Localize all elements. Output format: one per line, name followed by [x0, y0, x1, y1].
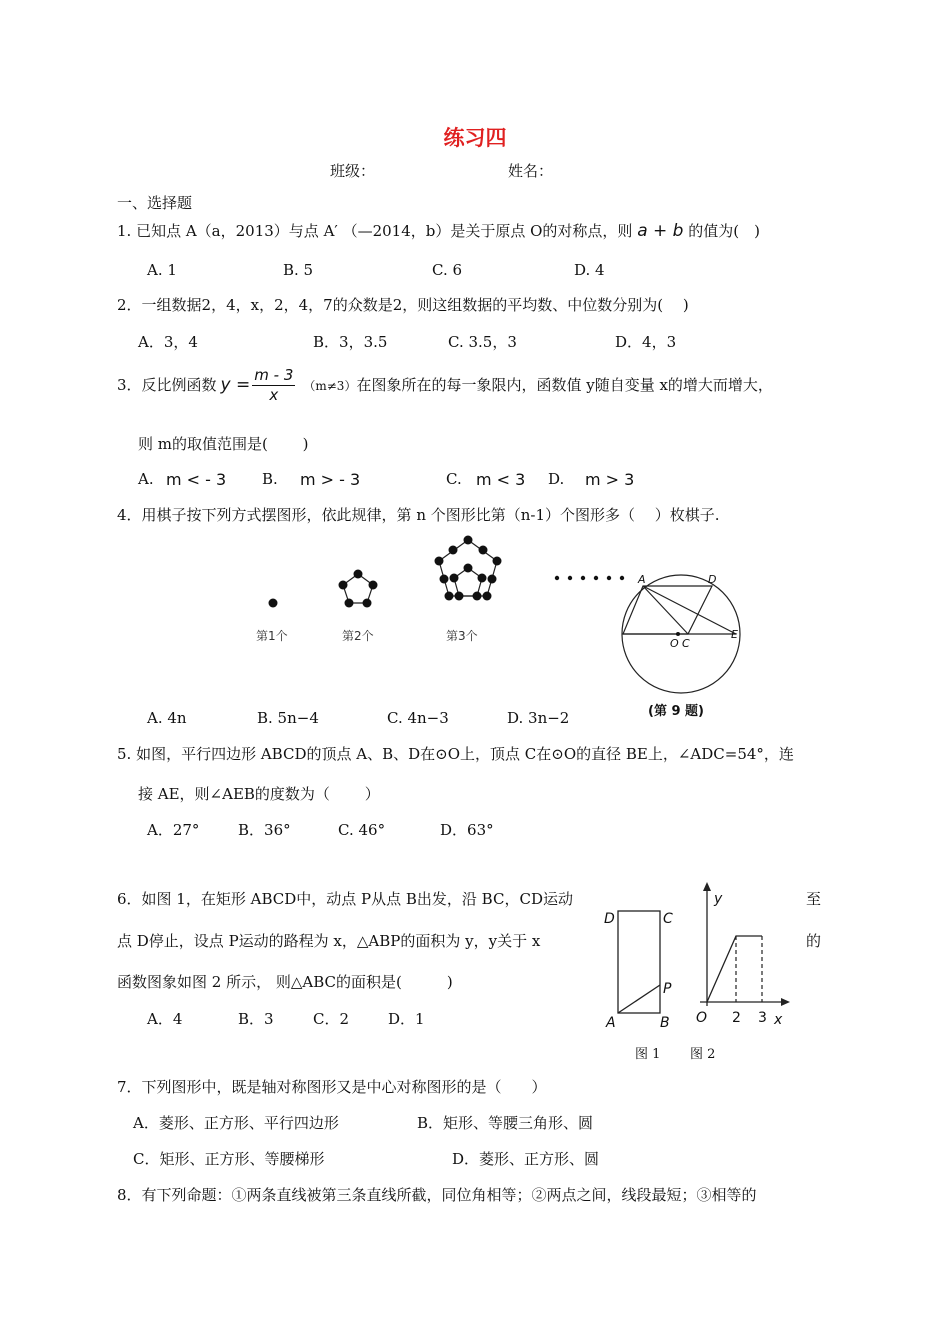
q6-option-b: B．3 [238, 1010, 274, 1028]
question-1 [117, 223, 760, 240]
question-3-text-a: 在图象所在的每一象限内，函数值 y随自变量 x的增大而增大， [356, 376, 773, 394]
figure-1-caption: 图 1 [635, 1047, 661, 1062]
figure-1-rectangle [598, 900, 688, 1030]
label-d: D [604, 911, 615, 927]
q1-option-d: D. 4 [574, 261, 605, 279]
figure-1-label: 第1个 [256, 629, 288, 643]
origin-label: O [696, 1010, 708, 1026]
question-6-line-1-end: 至 [806, 890, 822, 908]
name-label: 姓名： [508, 162, 554, 180]
q7-option-a: A．菱形、正方形、平行四边形 [133, 1114, 339, 1132]
tick-label-3: 3 [758, 1010, 767, 1026]
q7-option-b: B．矩形、等腰三角形、圆 [417, 1114, 594, 1132]
label-c: C [682, 637, 690, 650]
question-6-line-1: 6．如图 1，在矩形 ABCD中，动点 P从点 B出发，沿 BC，CD运动 [117, 890, 573, 908]
question-1-expr: a + b [637, 221, 684, 241]
question-3 [117, 368, 773, 403]
graph-line [707, 936, 762, 1002]
figure-2-caption: 图 2 [690, 1047, 716, 1062]
q2-option-c: C. 3.5，3 [448, 333, 517, 351]
y-axis-arrow [703, 882, 711, 891]
question-3-line-2: 则 m的取值范围是( ) [138, 435, 309, 453]
q6-option-d: D．1 [388, 1010, 425, 1028]
q3-option-a-letter: A. [138, 470, 154, 488]
q2-option-d: D．4，3 [615, 333, 677, 351]
q6-option-c: C．2 [313, 1010, 350, 1028]
question-2: 2．一组数据2，4，x，2，4，7的众数是2，则这组数据的平均数、中位数分别为( ) [117, 296, 689, 314]
question-7: 7．下列图形中，既是轴对称图形又是中心对称图形的是（ ） [117, 1078, 547, 1096]
question-3-fraction [252, 368, 295, 403]
q4-option-c: C. 4n−3 [387, 709, 449, 727]
question-6-line-3: 函数图象如图 2 所示， 则△ABC的面积是( ) [117, 973, 453, 991]
figure-2-graph [688, 878, 798, 1030]
parallelogram-abcd [623, 586, 712, 634]
q6-option-a: A．4 [147, 1010, 183, 1028]
fraction-denominator: x [269, 386, 279, 404]
tick-label-2: 2 [732, 1010, 741, 1026]
center-o-dot [676, 632, 680, 636]
section-heading: 一、选择题 [117, 194, 193, 212]
q3-option-c-expr: m < 3 [476, 470, 526, 489]
q3-option-c-letter: C. [446, 470, 462, 488]
fraction-numerator: m - 3 [254, 366, 294, 384]
question-3-condition: （m≠3） [303, 378, 357, 393]
figure-3-pieces [435, 536, 502, 601]
q2-option-a: A．3，4 [138, 333, 198, 351]
label-d: D [708, 573, 717, 586]
q5-option-d: D．63° [440, 821, 494, 839]
label-e: E [731, 628, 738, 641]
question-6-line-2: 点 D停止，设点 P运动的路程为 x，△ABP的面积为 y，y关于 x [117, 932, 541, 950]
q7-option-c: C．矩形、正方形、等腰梯形 [133, 1150, 325, 1168]
q1-option-c: C. 6 [432, 261, 463, 279]
question-1-text-b: 的值为( ) [688, 222, 760, 240]
segment-ac [643, 586, 688, 634]
figure-9-caption: (第 9 题) [648, 704, 704, 719]
label-b: B [660, 1015, 670, 1030]
segment-ap [618, 985, 660, 1013]
q5-option-a: A．27° [147, 821, 200, 839]
question-3-prefix: 3．反比例函数 [117, 376, 217, 394]
q4-option-b: B. 5n−4 [257, 709, 319, 727]
q3-option-b-letter: B. [262, 470, 278, 488]
question-4: 4．用棋子按下列方式摆图形，依此规律，第 n 个图形比第（n-1）个图形多（ ）枚棋子. [117, 506, 720, 524]
segment-ae [643, 586, 736, 634]
label-c: C [663, 911, 673, 927]
page-title: 练习四 [443, 125, 507, 150]
label-a: A [638, 573, 646, 586]
x-axis-label: x [774, 1012, 783, 1028]
q3-option-b-expr: m > - 3 [300, 470, 361, 489]
question-1-text-a: 1. 已知点 A（a，2013）与点 A′ （—2014，b）是关于原点 O的对称点，则 [117, 222, 633, 240]
x-axis-arrow [781, 998, 790, 1006]
figure-2-label: 第2个 [342, 629, 374, 643]
q3-option-d-expr: m > 3 [585, 470, 635, 489]
q5-option-c: C. 46° [338, 821, 386, 839]
question-5-line-2: 接 AE，则∠AEB的度数为（ ） [138, 785, 380, 803]
chess-pattern-figure [250, 530, 550, 650]
question-8: 8．有下列命题：①两条直线被第三条直线所截，同位角相等；②两点之间，线段最短；③相等的 [117, 1186, 757, 1204]
q3-option-d-letter: D. [548, 470, 565, 488]
label-a: A [606, 1015, 616, 1030]
label-p: P [663, 981, 672, 997]
q2-option-b: B．3，3.5 [313, 333, 388, 351]
y-axis-label: y [714, 891, 723, 907]
figure-9-circle-diagram [610, 570, 760, 720]
q7-option-d: D．菱形、正方形、圆 [452, 1150, 600, 1168]
figure-1-piece [269, 599, 278, 608]
q5-option-b: B．36° [238, 821, 291, 839]
figure-2-pieces [339, 570, 378, 608]
rectangle-abcd [618, 911, 660, 1013]
question-5-line-1: 5. 如图，平行四边形 ABCD的顶点 A、B、D在⊙O上，顶点 C在⊙O的直径 BE上，∠ADC=54°，连 [117, 745, 794, 763]
q1-option-a: A. 1 [147, 261, 177, 279]
q1-option-b: B. 5 [283, 261, 314, 279]
label-o: O [670, 637, 679, 650]
question-3-y-eq: y = [220, 375, 251, 395]
q4-option-d: D. 3n−2 [507, 709, 570, 727]
class-label: 班级： [330, 162, 376, 180]
q3-option-a-expr: m < - 3 [166, 470, 227, 489]
q4-option-a: A. 4n [147, 709, 187, 727]
figure-3-label: 第3个 [446, 629, 478, 643]
question-6-line-2-end: 的 [806, 932, 822, 950]
